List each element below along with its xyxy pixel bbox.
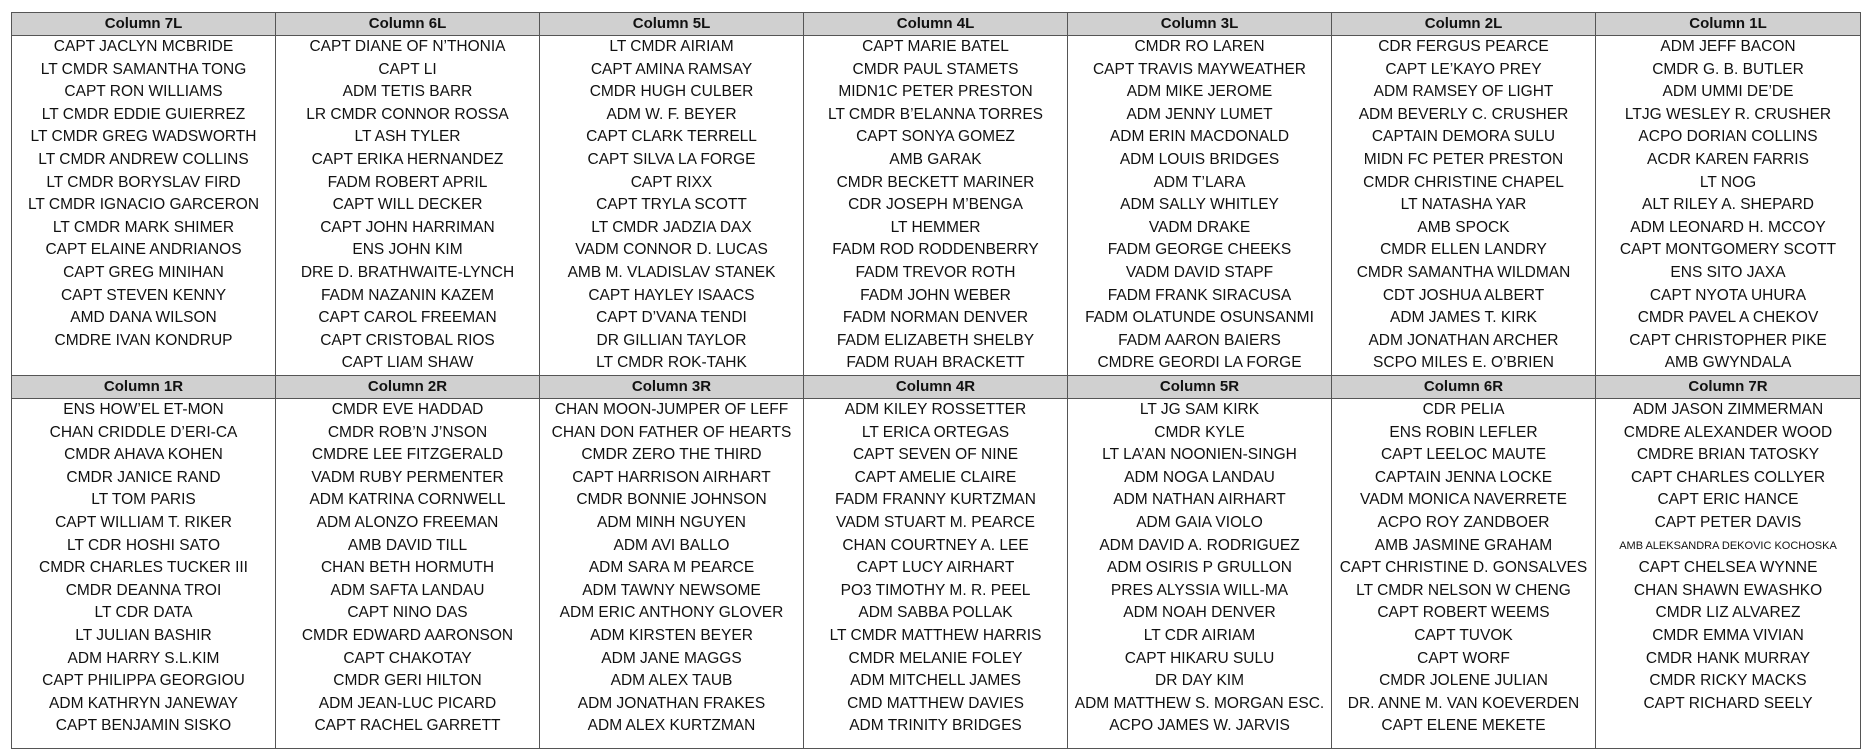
name-entry: ADM RAMSEY OF LIGHT — [1373, 83, 1554, 101]
name-entry: ADM KATRINA CORNWELL — [309, 491, 506, 509]
column-header: Column 6L — [276, 13, 540, 36]
name-entry: CAPT WILL DECKER — [332, 196, 483, 214]
name-entry: LT CMDR JADZIA DAX — [591, 218, 752, 236]
roster-table — [11, 12, 1861, 749]
name-entry: CMDR DEANNA TROI — [65, 581, 222, 599]
name-entry: CMDR AHAVA KOHEN — [64, 446, 223, 464]
name-entry: CAPT RICHARD SEELY — [1643, 694, 1813, 712]
name-entry: CAPT PHILIPPA GEORGIOU — [42, 672, 245, 690]
name-list — [1596, 399, 1861, 749]
column-header: Column 6R — [1332, 376, 1596, 399]
name-entry: CMDRE IVAN KONDRUP — [54, 331, 233, 349]
column-header: Column 1L — [1596, 13, 1861, 36]
name-entry: FADM FRANNY KURTZMAN — [835, 491, 1036, 509]
name-entry: ADM MINH NGUYEN — [597, 513, 746, 531]
name-entry: CAPT RON WILLIAMS — [64, 83, 223, 101]
name-entry: CAPTAIN JENNA LOCKE — [1374, 468, 1553, 486]
name-entry: CHAN BETH HORMUTH — [320, 559, 495, 577]
column-header: Column 1R — [12, 376, 276, 399]
name-entry: ADM JEAN-LUC PICARD — [318, 694, 497, 712]
name-entry: DR. ANNE M. VAN KOEVERDEN — [1347, 694, 1580, 712]
name-entry: CMDR BECKETT MARINER — [836, 173, 1035, 191]
name-entry: CAPT LI — [378, 60, 437, 78]
name-entry: CMDRE LEE FITZGERALD — [311, 446, 504, 464]
name-entry: DR GILLIAN TAYLOR — [596, 331, 747, 349]
name-entry: LT CMDR IGNACIO GARCERON — [27, 196, 260, 214]
name-entry: CMDR LIZ ALVAREZ — [1655, 604, 1801, 622]
name-entry: ADM ERIN MACDONALD — [1109, 128, 1290, 146]
name-entry: CMDR KYLE — [1154, 423, 1245, 441]
name-entry: ADM NOAH DENVER — [1123, 604, 1276, 622]
name-entry: CMD MATTHEW DAVIES — [847, 694, 1024, 712]
name-entry: CMDR ZERO THE THIRD — [581, 446, 762, 464]
name-entry: CAPT CAROL FREEMAN — [318, 309, 497, 327]
name-entry: CAPT AMINA RAMSAY — [590, 60, 753, 78]
name-entry: LT CMDR B’ELANNA TORRES — [827, 105, 1044, 123]
name-entry: CAPT D’VANA TENDI — [596, 309, 747, 327]
name-entry: ADM T’LARA — [1153, 173, 1246, 191]
name-entry: PO3 TIMOTHY M. R. PEEL — [840, 581, 1031, 599]
name-list — [1068, 36, 1332, 376]
name-entry: LT CMDR GREG WADSWORTH — [30, 128, 257, 146]
name-entry: LT CMDR NELSON W CHENG — [1356, 581, 1571, 599]
bottom-header-row — [12, 376, 1861, 399]
name-entry: FADM OLATUNDE OSUNSANMI — [1085, 309, 1314, 327]
name-entry: CHAN COURTNEY A. LEE — [842, 536, 1029, 554]
name-entry: CAPT JACLYN MCBRIDE — [53, 38, 234, 55]
name-entry: LR CMDR CONNOR ROSSA — [306, 105, 509, 123]
name-entry: ADM W. F. BEYER — [606, 105, 737, 123]
name-entry: CAPT WILLIAM T. RIKER — [55, 513, 232, 531]
name-entry: ADM JENNY LUMET — [1126, 105, 1273, 123]
name-entry: LT ASH TYLER — [354, 128, 461, 146]
name-entry: CHAN SHAWN EWASHKO — [1633, 581, 1823, 599]
name-entry: VADM DRAKE — [1148, 218, 1251, 236]
name-list — [540, 399, 804, 749]
name-entry: ADM ALEX TAUB — [610, 672, 733, 690]
name-entry: ENS SITO JAXA — [1670, 263, 1786, 281]
name-entry: CMDR EMMA VIVIAN — [1652, 626, 1804, 644]
name-entry: CMDR RO LAREN — [1134, 38, 1265, 55]
name-entry: CAPT ROBERT WEEMS — [1377, 604, 1550, 622]
name-entry: CAPT CHARLES COLLYER — [1630, 468, 1826, 486]
name-entry: CAPT SEVEN OF NINE — [852, 446, 1019, 464]
name-entry: CAPT NINO DAS — [347, 604, 468, 622]
name-entry: CMDR HANK MURRAY — [1645, 649, 1811, 667]
name-entry: CMDR RICKY MACKS — [1649, 672, 1807, 690]
name-list — [1068, 399, 1332, 749]
name-entry: ADM SAFTA LANDAU — [330, 581, 485, 599]
name-entry: CMDR EVE HADDAD — [331, 401, 484, 418]
top-body-row — [12, 36, 1861, 376]
name-entry: LT ERICA ORTEGAS — [861, 423, 1010, 441]
column-header: Column 4L — [804, 13, 1068, 36]
name-entry: CAPT ERIKA HERNANDEZ — [311, 150, 504, 168]
name-entry: ADM TAWNY NEWSOME — [582, 581, 761, 599]
roster-table-container — [11, 12, 1860, 749]
name-entry: CDR FERGUS PEARCE — [1378, 38, 1549, 55]
name-entry: CAPT LUCY AIRHART — [856, 559, 1015, 577]
name-entry: FADM NAZANIN KAZEM — [320, 286, 495, 304]
name-entry: CAPT MARIE BATEL — [862, 38, 1009, 55]
name-list — [1332, 399, 1596, 749]
name-entry: CAPT CRISTOBAL RIOS — [320, 331, 495, 349]
name-entry: AMB GWYNDALA — [1664, 354, 1792, 372]
name-entry: ALT RILEY A. SHEPARD — [1641, 196, 1814, 214]
name-entry: ADM ERIC ANTHONY GLOVER — [559, 604, 784, 622]
name-entry: CMDRE BRIAN TATOSKY — [1636, 446, 1820, 464]
name-entry: CAPT RACHEL GARRETT — [314, 717, 501, 735]
column-header: Column 2L — [1332, 13, 1596, 36]
name-entry: CAPT ELAINE ANDRIANOS — [45, 241, 242, 259]
column-header: Column 3L — [1068, 13, 1332, 36]
name-entry: CMDR PAVEL A CHEKOV — [1637, 309, 1819, 327]
name-entry: ADM KILEY ROSSETTER — [844, 401, 1027, 418]
name-list — [804, 36, 1068, 376]
name-entry: CAPT HARRISON AIRHART — [572, 468, 771, 486]
name-entry: ACPO DORIAN COLLINS — [1638, 128, 1818, 146]
name-entry: ACPO ROY ZANDBOER — [1377, 513, 1550, 531]
name-entry: CAPT CHELSEA WYNNE — [1638, 559, 1818, 577]
name-list — [804, 399, 1068, 749]
name-entry: CAPT HAYLEY ISAACS — [588, 286, 755, 304]
name-entry: FADM JOHN WEBER — [860, 286, 1011, 304]
name-entry: VADM RUBY PERMENTER — [311, 468, 504, 486]
name-entry: LT NATASHA YAR — [1400, 196, 1527, 214]
name-entry: VADM STUART M. PEARCE — [836, 513, 1035, 531]
name-entry: ADM JONATHAN FRAKES — [577, 694, 766, 712]
name-entry: ADM BEVERLY C. CRUSHER — [1358, 105, 1569, 123]
name-entry: ADM JONATHAN ARCHER — [1368, 331, 1559, 349]
name-entry: LTJG WESLEY R. CRUSHER — [1624, 105, 1832, 123]
name-entry: ADM ALONZO FREEMAN — [316, 513, 499, 531]
name-entry: CAPT ELENE MEKETE — [1381, 717, 1546, 735]
name-entry: VADM CONNOR D. LUCAS — [575, 241, 768, 259]
name-entry: ADM MATTHEW S. MORGAN ESC. — [1074, 694, 1325, 712]
name-entry: ADM KIRSTEN BEYER — [590, 626, 753, 644]
name-entry: CMDR GERI HILTON — [333, 672, 482, 690]
name-entry: ADM JANE MAGGS — [601, 649, 742, 667]
name-entry: CMDR JOLENE JULIAN — [1379, 672, 1548, 690]
name-entry: CHAN MOON-JUMPER OF LEFF — [554, 401, 789, 418]
name-entry: CMDR JANICE RAND — [66, 468, 221, 486]
name-entry: LT JULIAN BASHIR — [75, 626, 212, 644]
name-entry: CAPT CHRISTOPHER PIKE — [1629, 331, 1827, 349]
name-entry: LT CMDR ROK-TAHK — [596, 354, 747, 372]
name-entry: ADM LOUIS BRIDGES — [1119, 150, 1280, 168]
name-entry: CMDR G. B. BUTLER — [1652, 60, 1804, 78]
name-entry: CMDRE GEORDI LA FORGE — [1097, 354, 1302, 372]
name-list — [540, 36, 804, 376]
name-entry: ADM KATHRYN JANEWAY — [49, 694, 238, 712]
name-entry: CAPT SONYA GOMEZ — [856, 128, 1015, 146]
name-entry: ADM HARRY S.L.KIM — [67, 649, 220, 667]
name-entry: CAPTAIN DEMORA SULU — [1371, 128, 1556, 146]
name-entry: CMDR BONNIE JOHNSON — [576, 491, 767, 509]
name-entry: AMB GARAK — [889, 150, 982, 168]
name-entry: FADM GEORGE CHEEKS — [1107, 241, 1292, 259]
name-entry: VADM MONICA NAVERRETE — [1360, 491, 1567, 509]
name-entry: ADM JEFF BACON — [1660, 38, 1796, 55]
name-entry: CAPT AMELIE CLAIRE — [854, 468, 1017, 486]
column-header: Column 7L — [12, 13, 276, 36]
name-entry: AMB DAVID TILL — [347, 536, 468, 554]
name-entry: CDR PELIA — [1422, 401, 1505, 418]
column-header: Column 5R — [1068, 376, 1332, 399]
name-entry: CDR JOSEPH M’BENGA — [848, 196, 1023, 214]
name-entry: LT CMDR ANDREW COLLINS — [38, 150, 249, 168]
name-entry: LT CMDR MARK SHIMER — [52, 218, 235, 236]
name-entry: FADM ELIZABETH SHELBY — [836, 331, 1035, 349]
name-entry: DRE D. BRATHWAITE-LYNCH — [300, 263, 515, 281]
name-entry: LT NOG — [1699, 173, 1757, 191]
name-entry: FADM FRANK SIRACUSA — [1107, 286, 1292, 304]
name-entry: FADM AARON BAIERS — [1118, 331, 1281, 349]
name-entry: FADM ROD RODDENBERRY — [832, 241, 1039, 259]
name-entry: CMDR CHRISTINE CHAPEL — [1363, 173, 1564, 191]
name-entry: CAPT JOHN HARRIMAN — [320, 218, 495, 236]
name-entry: ADM SARA M PEARCE — [588, 559, 755, 577]
name-entry: AMB M. VLADISLAV STANEK — [567, 263, 776, 281]
name-entry: CAPT TRAVIS MAYWEATHER — [1092, 60, 1306, 78]
name-entry: FADM RUAH BRACKETT — [846, 354, 1025, 372]
name-entry: ADM TETIS BARR — [342, 83, 473, 101]
name-entry: ADM JASON ZIMMERMAN — [1632, 401, 1824, 418]
column-header: Column 3R — [540, 376, 804, 399]
name-entry: LT CMDR MATTHEW HARRIS — [829, 626, 1042, 644]
name-entry: CAPT LIAM SHAW — [341, 354, 474, 372]
name-entry: CAPT GREG MINIHAN — [63, 263, 224, 281]
name-entry: ADM NOGA LANDAU — [1124, 468, 1275, 486]
name-entry: CMDR CHARLES TUCKER III — [39, 559, 248, 577]
name-entry: FADM ROBERT APRIL — [327, 173, 488, 191]
name-entry: CAPT SILVA LA FORGE — [587, 150, 756, 168]
top-header-row — [12, 13, 1861, 36]
name-entry: CMDR MELANIE FOLEY — [848, 649, 1023, 667]
name-entry: ADM MIKE JEROME — [1126, 83, 1273, 101]
name-entry: CMDR ROB’N J’NSON — [327, 423, 488, 441]
name-entry: ADM GAIA VIOLO — [1136, 513, 1263, 531]
name-entry: CMDR PAUL STAMETS — [852, 60, 1019, 78]
bottom-body-row — [12, 399, 1861, 749]
name-entry: CDT JOSHUA ALBERT — [1382, 286, 1545, 304]
name-list — [276, 399, 540, 749]
name-entry: CAPT CHRISTINE D. GONSALVES — [1339, 559, 1588, 577]
column-header: Column 7R — [1596, 376, 1861, 399]
name-entry: FADM TREVOR ROTH — [855, 263, 1016, 281]
name-entry: CAPT HIKARU SULU — [1124, 649, 1275, 667]
name-list — [276, 36, 540, 376]
name-entry: ADM NATHAN AIRHART — [1113, 491, 1286, 509]
name-entry: LT CDR HOSHI SATO — [66, 536, 221, 554]
name-entry: ACDR KAREN FARRIS — [1647, 150, 1809, 168]
name-entry: CAPT CLARK TERRELL — [586, 128, 757, 146]
name-entry: ADM TRINITY BRIDGES — [849, 717, 1022, 735]
name-entry: FADM NORMAN DENVER — [842, 309, 1029, 327]
name-entry: LT JG SAM KIRK — [1139, 401, 1260, 418]
name-entry: ADM SABBA POLLAK — [858, 604, 1013, 622]
name-list — [1596, 36, 1861, 376]
name-entry: MIDN FC PETER PRESTON — [1363, 150, 1564, 168]
name-entry: ACPO JAMES W. JARVIS — [1109, 717, 1290, 735]
name-entry: MIDN1C PETER PRESTON — [838, 83, 1033, 101]
name-entry: LT CDR DATA — [94, 604, 193, 622]
name-entry: CMDR EDWARD AARONSON — [301, 626, 514, 644]
name-entry: ADM SALLY WHITLEY — [1120, 196, 1279, 214]
name-entry: CAPT BENJAMIN SISKO — [55, 717, 232, 735]
name-entry: CHAN DON FATHER OF HEARTS — [551, 423, 792, 441]
name-entry: CMDR ELLEN LANDRY — [1380, 241, 1547, 259]
column-header: Column 2R — [276, 376, 540, 399]
name-entry: LT CMDR EDDIE GUIERREZ — [41, 105, 246, 123]
name-entry: CAPT MONTGOMERY SCOTT — [1619, 241, 1837, 259]
name-entry: ADM UMMI DE’DE — [1662, 83, 1794, 101]
name-entry: ENS JOHN KIM — [352, 241, 463, 259]
name-entry: CHAN CRIDDLE D’ERI-CA — [49, 423, 238, 441]
name-entry: LT CDR AIRIAM — [1143, 626, 1256, 644]
name-entry: ENS ROBIN LEFLER — [1389, 423, 1538, 441]
name-entry: CMDR SAMANTHA WILDMAN — [1356, 263, 1571, 281]
name-entry: CAPT NYOTA UHURA — [1649, 286, 1807, 304]
name-list — [12, 36, 276, 376]
name-entry: AMD DANA WILSON — [70, 309, 217, 327]
name-entry: LT TOM PARIS — [91, 491, 196, 509]
name-entry: ENS HOW’EL ET-MON — [63, 401, 224, 418]
name-entry: LT CMDR SAMANTHA TONG — [40, 60, 247, 78]
name-entry: CAPT PETER DAVIS — [1654, 513, 1802, 531]
name-entry: LT HEMMER — [890, 218, 981, 236]
name-entry: CAPT DIANE OF N’THONIA — [309, 38, 506, 55]
column-header: Column 4R — [804, 376, 1068, 399]
name-entry: AMB ALEKSANDRA DEKOVIC KOCHOSKA — [1619, 539, 1837, 552]
name-entry: CAPT LE’KAYO PREY — [1385, 60, 1542, 78]
name-entry: ADM MITCHELL JAMES — [850, 672, 1021, 690]
name-entry: ADM OSIRIS P GRULLON — [1107, 559, 1292, 577]
name-entry: CAPT WORF — [1417, 649, 1510, 667]
name-entry: CAPT LEELOC MAUTE — [1380, 446, 1547, 464]
name-entry: DR DAY KIM — [1155, 672, 1244, 690]
name-entry: VADM DAVID STAPF — [1125, 263, 1274, 281]
name-entry: CAPT RIXX — [630, 173, 713, 191]
name-entry: ADM AVI BALLO — [613, 536, 730, 554]
name-entry: ADM DAVID A. RODRIGUEZ — [1099, 536, 1300, 554]
name-entry: CAPT TUVOK — [1414, 626, 1513, 644]
name-entry: CAPT TRYLA SCOTT — [596, 196, 747, 214]
column-header: Column 5L — [540, 13, 804, 36]
name-entry: CMDR HUGH CULBER — [589, 83, 754, 101]
name-entry: ADM JAMES T. KIRK — [1390, 309, 1537, 327]
name-entry: ADM ALEX KURTZMAN — [587, 717, 756, 735]
name-entry: CAPT CHAKOTAY — [343, 649, 472, 667]
name-entry: ADM LEONARD H. MCCOY — [1630, 218, 1826, 236]
name-entry: LT CMDR BORYSLAV FIRD — [46, 173, 241, 191]
name-entry: PRES ALYSSIA WILL-MA — [1110, 581, 1289, 599]
name-entry: AMB SPOCK — [1417, 218, 1510, 236]
name-entry: AMB JASMINE GRAHAM — [1374, 536, 1553, 554]
name-entry: LT LA’AN NOONIEN-SINGH — [1102, 446, 1297, 464]
name-list — [12, 399, 276, 749]
name-list — [1332, 36, 1596, 376]
name-entry: CMDRE ALEXANDER WOOD — [1623, 423, 1833, 441]
name-entry: CAPT STEVEN KENNY — [60, 286, 227, 304]
name-entry: LT CMDR AIRIAM — [609, 38, 734, 55]
name-entry: SCPO MILES E. O’BRIEN — [1373, 354, 1554, 372]
name-entry: CAPT ERIC HANCE — [1657, 491, 1799, 509]
